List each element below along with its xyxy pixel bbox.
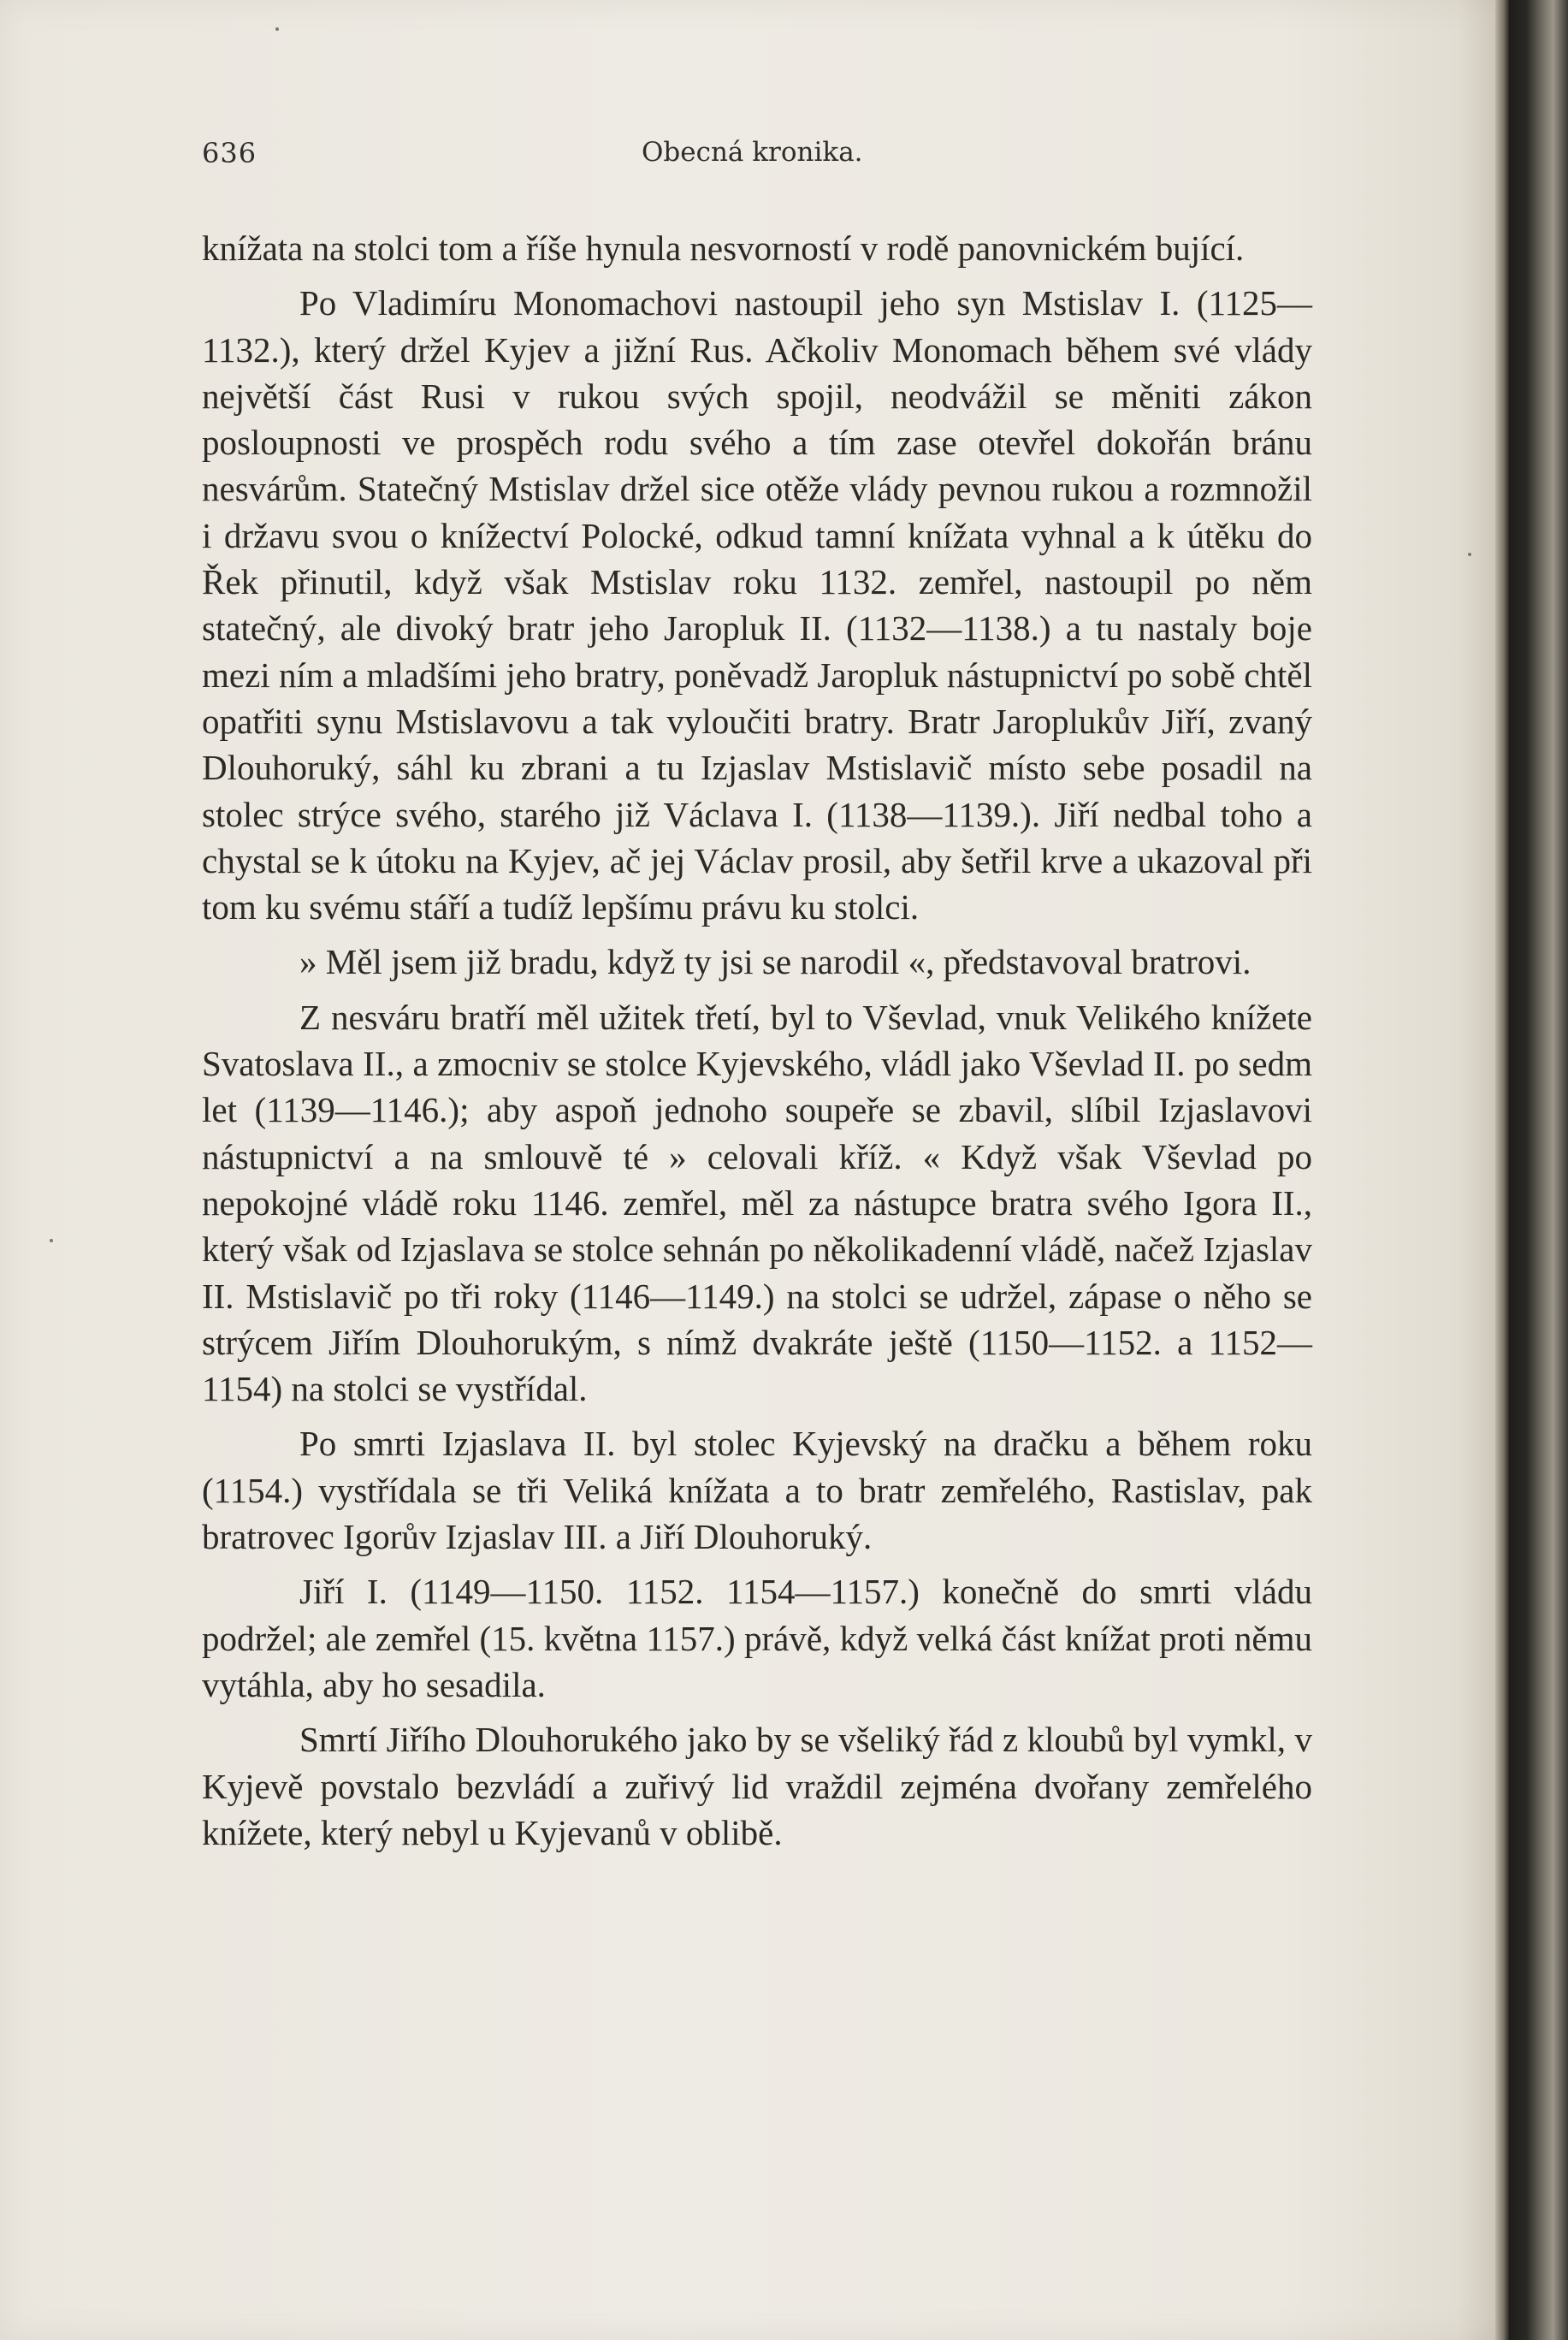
paragraph-mstislav: Po Vladimíru Monomachovi nastoupil jeho syn Mstislav I. (1125—1132.), který držel Kyjev a jižní Rus. Ačkoliv Monomach během své vlády největší část Rusi v rukou svých spojil, neodvážil se měniti zákon posloupnosti ve prospěch rodu svého a tím zase otevřel dokořán bránu nesvárům. Statečný Mstislav držel sice otěže vlády pevnou rukou a rozmnožil i državu svou o knížectví Polocké, odkud tamní knížata vyhnal a k útěku do Řek přinutil, když však Mstislav roku 1132. zemřel, nastoupil po něm statečný, ale divoký bratr jeho Jaropluk II. (1132—1138.) a tu nastaly boje mezi ním a mladšími jeho bratry, poněvadž Jaropluk nástupnictví po sobě chtěl opatřiti synu Mstislavovu a tak vyloučiti bratry. Bratr Jaroplukův Jiří, zvaný Dlouhoruký, sáhl ku zbrani a tu Izjaslav Mstislavič místo sebe posadil na stolec strýce svého, starého již Václava I. (1138—1139.). Jiří nedbal toho a chystal se k útoku na Kyjev, ač jej Václav prosil, aby šetřil krve a ukazoval při tom ku svému stáří a tudíž lepšímu právu ku stolci.	[202, 283, 1312, 927]
adjacent-page-edge	[1509, 0, 1568, 2340]
paper-speck	[275, 27, 279, 31]
paper-speck	[1468, 553, 1471, 556]
paragraph-izjaslav: Po smrti Izjaslava II. byl stolec Kyjevský na dračku a během roku (1154.) vystřídala se tři Veliká knížata a to bratr zemřelého, Rastislav, pak bratrovec Igorův Izjaslav III. a Jiří Dlouhoruký.	[202, 1424, 1312, 1557]
paragraph-vsevlad: Z nesváru bratří měl užitek třetí, byl to Vševlad, vnuk Velikého knížete Svatoslava II., a zmocniv se stolce Kyjevského, vládl jako Vševlad II. po sedm let (1139—1146.); aby aspoň jednoho soupeře se zbavil, slíbil Izjaslavovi nástupnictví a na smlouvě té » celovali kříž. « Když však Vševlad po nepokojné vládě roku 1146. zemřel, měl za nástupce bratra svého Igora II., který však od Izjaslava se stolce sehnán po několikadenní vládě, načež Izjaslav II. Mstislavič po tři roky (1146—1149.) na stolci se udržel, zápase o něho se strýcem Jiřím Dlouhorukým, s nímž dvakráte ještě (1150—1152. a 1152—1154) na stolci se vystřídal.	[202, 997, 1312, 1409]
paragraph-death: Smrtí Jiřího Dlouhorukého jako by se všeliký řád z kloubů byl vymkl, v Kyjevě povstalo bezvládí a zuřivý lid vraždil zejména dvořany zemřelého knížete, který nebyl u Kyjevanů v oblibě.	[202, 1720, 1312, 1852]
paper-speck	[50, 1239, 53, 1242]
page-edge	[1495, 0, 1509, 2340]
paragraph-continuation: knížata na stolci tom a říše hynula nesvorností v rodě panovnickém bující.	[202, 228, 1245, 268]
running-head: Obecná kronika.	[642, 137, 863, 168]
paragraph-jiri: Jiří I. (1149—1150. 1152. 1154—1157.) konečně do smrti vládu podržel; ale zemřel (15. května 1157.) právě, když velká část knížat proti němu vytáhla, aby ho sesadila.	[202, 1572, 1312, 1704]
page-number: 636	[202, 137, 257, 169]
paragraph-quote: » Měl jsem již bradu, když ty jsi se narodil «, představoval bratrovi.	[299, 942, 1251, 982]
page-header	[202, 128, 1314, 180]
body-text	[202, 225, 1312, 1864]
